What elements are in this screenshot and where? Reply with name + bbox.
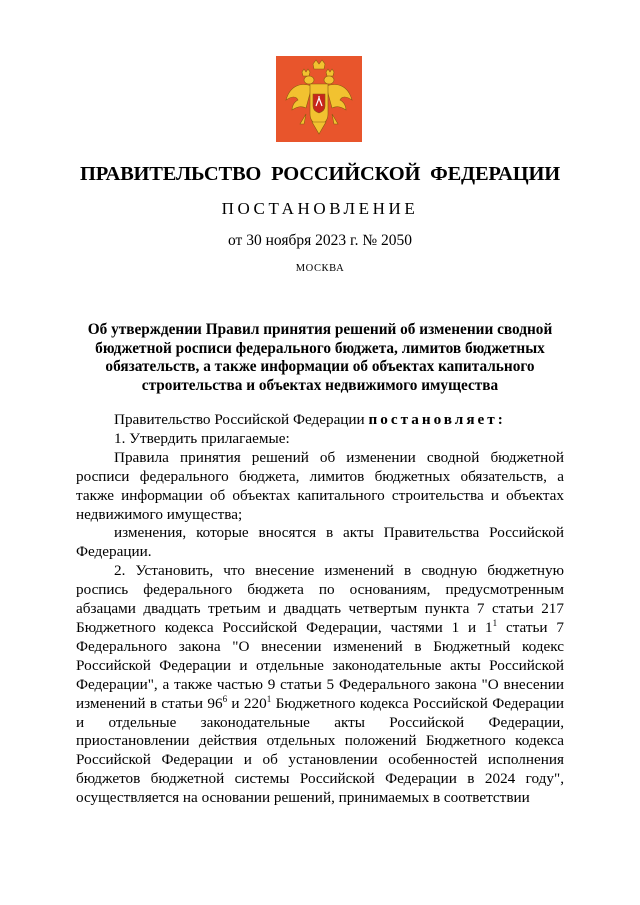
paragraph-decree bbox=[76, 411, 564, 430]
document-date-number: от 30 ноября 2023 г. № 2050 bbox=[228, 232, 412, 249]
document-body bbox=[76, 411, 564, 808]
superscript: 1 bbox=[266, 693, 272, 704]
paragraph-2-part-a: 2. Установить, что внесение изменений в сводную бюджетную роспись федерального бюджета по основаниям, предусмотренным абзацами двадцать третьим и двадцать четвертым пункта 7 статьи 217 Бюджетного кодекса Российской Федерации, частями 1 и 1 bbox=[76, 562, 564, 636]
government-title: ПРАВИТЕЛЬСТВО РОССИЙСКОЙ ФЕДЕРАЦИИ bbox=[80, 163, 560, 185]
paragraph-2-part-b: статьи 7 Федерального закона "О внесении изменений в Бюджетный кодекс Российской Федерации и отдельные законодательные акты Российской Федерации", а также частью 9 статьи 5 Федерального закона "О внесении изменений в статьи 96 bbox=[76, 618, 564, 712]
paragraph-2-part-d: Бюджетного кодекса Российской Федерации и отдельные законодательные акты Российской Федерации, приостановлении действия отдельных положений Бюджетного кодекса Российской Федерации и об установлении особенностей исполнения бюджетов бюджетной системы Российской Федерации в 2024 году", осуществляется на основании решений, принимаемых в соответствии bbox=[76, 694, 564, 807]
paragraph-2 bbox=[76, 562, 564, 808]
paragraph-2-part-c: и 220 bbox=[227, 694, 267, 712]
coat-of-arms-icon bbox=[276, 56, 362, 142]
superscript: 1 bbox=[492, 617, 498, 628]
paragraph-rules: Правила принятия решений об изменении сводной бюджетной росписи федерального бюджета, лимитов бюджетных обязательств, а также информации об объектах капитального строительства и объектах недвижимого имущества; bbox=[76, 448, 564, 523]
paragraph-changes: изменения, которые вносятся в акты Правительства Российской Федерации. bbox=[76, 524, 564, 561]
superscript: 6 bbox=[222, 693, 228, 704]
decree-keyword: постановляет: bbox=[368, 411, 506, 428]
paragraph-1: 1. Утвердить прилагаемые: bbox=[114, 429, 290, 447]
decree-intro-text: Правительство Российской Федерации bbox=[114, 411, 369, 428]
document-type: ПОСТАНОВЛЕНИЕ bbox=[221, 199, 419, 218]
document-city: МОСКВА bbox=[295, 263, 345, 274]
document-subject: Об утверждении Правил принятия решений об изменении сводной бюджетной росписи федерального бюджета, лимитов бюджетных обязательств, а также информации об объектах капитального строительства и объектах недвижимого имущества bbox=[87, 321, 553, 394]
